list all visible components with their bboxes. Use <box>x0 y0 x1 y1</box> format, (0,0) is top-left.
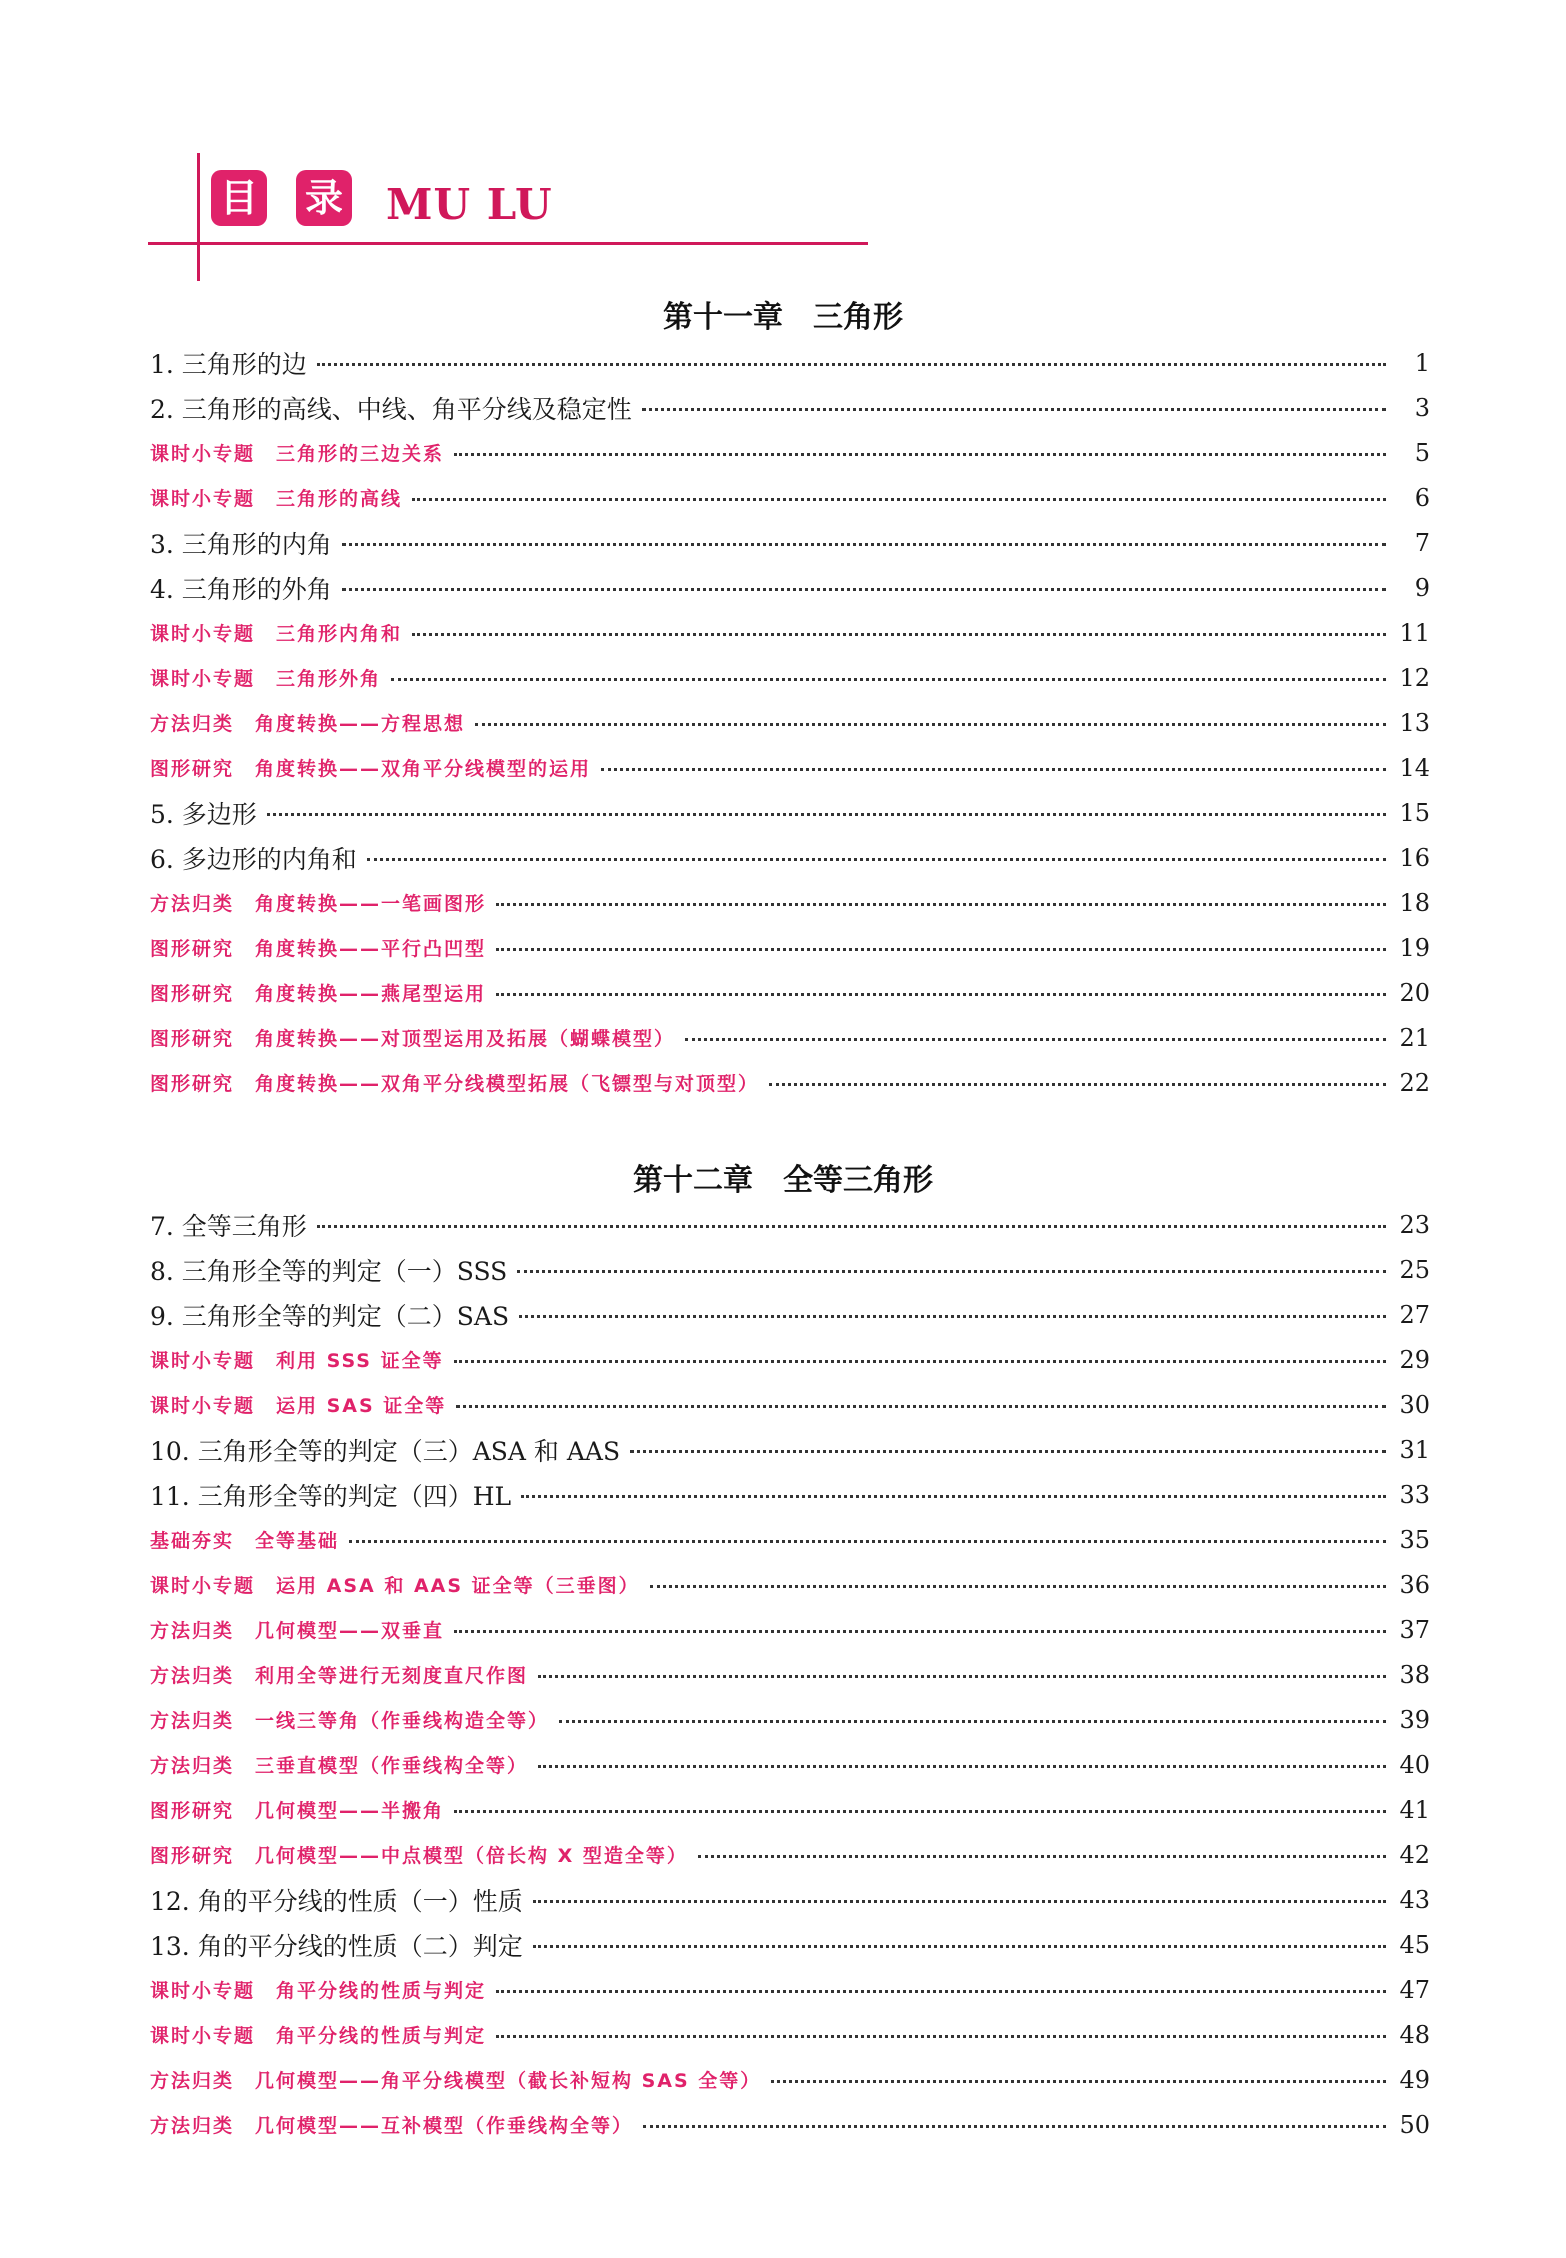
dot-leader <box>342 543 1386 546</box>
toc-entry[interactable] <box>150 565 1430 610</box>
toc-entry-label: 课时小专题 利用 SSS 证全等 <box>150 1350 444 1372</box>
toc-entry-label: 4. 三角形的外角 <box>150 574 332 604</box>
toc-entry-page: 14 <box>1399 753 1430 782</box>
title-latin: MU LU <box>386 180 553 229</box>
toc-entry-page: 6 <box>1414 483 1430 512</box>
toc-entry[interactable] <box>150 1562 1430 1607</box>
dot-leader <box>643 2125 1386 2128</box>
dot-leader <box>496 948 1386 951</box>
toc-entry[interactable] <box>150 700 1430 745</box>
toc-entry-page: 37 <box>1399 1615 1430 1644</box>
toc-entry-label: 方法归类 角度转换——一笔画图形 <box>150 893 487 915</box>
toc-entry-page: 9 <box>1414 573 1430 602</box>
dot-leader <box>454 1630 1386 1633</box>
toc-entry-label: 9. 三角形全等的判定（二）SAS <box>150 1301 510 1331</box>
toc-header <box>0 0 1566 300</box>
toc-entry-page: 22 <box>1399 1068 1430 1097</box>
dot-leader <box>538 1675 1386 1678</box>
dot-leader <box>412 498 1386 501</box>
toc-entry[interactable] <box>150 430 1430 475</box>
toc-entry-page: 50 <box>1399 2110 1430 2139</box>
toc-entry[interactable] <box>150 1652 1430 1697</box>
title-badge-1: 目 <box>211 170 267 226</box>
toc-entry-label: 方法归类 三垂直模型（作垂线构全等） <box>150 1755 529 1777</box>
toc-entry[interactable] <box>150 1472 1430 1517</box>
dot-leader <box>533 1945 1386 1948</box>
dot-leader <box>559 1720 1386 1723</box>
dot-leader <box>521 1495 1386 1498</box>
toc-entry-label: 课时小专题 三角形的三边关系 <box>150 443 445 465</box>
toc-entry[interactable] <box>150 1517 1430 1562</box>
toc-entry-page: 47 <box>1399 1975 1430 2004</box>
toc-entry-label: 图形研究 角度转换——燕尾型运用 <box>150 983 487 1005</box>
toc-entry-label: 13. 角的平分线的性质（二）判定 <box>150 1931 523 1961</box>
dot-leader <box>496 993 1386 996</box>
toc-entry[interactable] <box>150 1832 1430 1877</box>
dot-leader <box>538 1765 1386 1768</box>
chapter-title-11: 第十一章 三角形 <box>663 300 903 335</box>
toc-entry-page: 5 <box>1414 438 1430 467</box>
toc-entry[interactable] <box>150 1292 1430 1337</box>
dot-leader <box>342 588 1386 591</box>
toc-entry-page: 42 <box>1399 1840 1430 1869</box>
toc-entry-label: 12. 角的平分线的性质（一）性质 <box>150 1886 523 1916</box>
toc-entry-label: 方法归类 角度转换——方程思想 <box>150 713 466 735</box>
toc-entry[interactable] <box>150 2057 1430 2102</box>
toc-entry-page: 20 <box>1399 978 1430 1007</box>
dot-leader <box>367 858 1386 861</box>
toc-entry-label: 7. 全等三角形 <box>150 1211 307 1241</box>
toc-entry[interactable] <box>150 745 1430 790</box>
toc-entry-page: 30 <box>1399 1390 1430 1419</box>
toc-entry-page: 1 <box>1414 348 1430 377</box>
toc-entry-page: 48 <box>1399 2020 1430 2049</box>
toc-entry[interactable] <box>150 1697 1430 1742</box>
dot-leader <box>601 768 1386 771</box>
dot-leader <box>642 408 1386 411</box>
toc-entry-label: 方法归类 一线三等角（作垂线构造全等） <box>150 1710 550 1732</box>
toc-entry[interactable] <box>150 880 1430 925</box>
toc-entry-label: 10. 三角形全等的判定（三）ASA 和 AAS <box>150 1436 621 1466</box>
toc-entry[interactable] <box>150 1382 1430 1427</box>
dot-leader <box>630 1450 1386 1453</box>
toc-entry[interactable] <box>150 655 1430 700</box>
toc-entry-page: 41 <box>1399 1795 1430 1824</box>
toc-entry-page: 25 <box>1399 1255 1430 1284</box>
dot-leader <box>496 2035 1386 2038</box>
toc-entry[interactable] <box>150 1060 1430 1105</box>
dot-leader <box>475 723 1386 726</box>
toc-entry-page: 39 <box>1399 1705 1430 1734</box>
toc-entry-label: 3. 三角形的内角 <box>150 529 332 559</box>
toc-entry-page: 35 <box>1399 1525 1430 1554</box>
toc-entry-label: 课时小专题 三角形外角 <box>150 668 382 690</box>
toc-entry-label: 图形研究 角度转换——对顶型运用及拓展（蝴蝶模型） <box>150 1028 676 1050</box>
toc-entry[interactable] <box>150 1607 1430 1652</box>
toc-entry[interactable] <box>150 1877 1430 1922</box>
toc-entry-page: 38 <box>1399 1660 1430 1689</box>
toc-entry-label: 方法归类 几何模型——双垂直 <box>150 1620 445 1642</box>
toc-entry-label: 5. 多边形 <box>150 799 257 829</box>
toc-entry-page: 40 <box>1399 1750 1430 1779</box>
toc-entry-label: 课时小专题 运用 ASA 和 AAS 证全等（三垂图） <box>150 1575 640 1597</box>
toc-entry-page: 31 <box>1399 1435 1430 1464</box>
toc-entry-page: 15 <box>1399 798 1430 827</box>
toc-entry-page: 16 <box>1399 843 1430 872</box>
dot-leader <box>517 1270 1386 1273</box>
toc-entry-page: 43 <box>1399 1885 1430 1914</box>
toc-entry[interactable] <box>150 1202 1430 1247</box>
toc-entry-label: 课时小专题 运用 SAS 证全等 <box>150 1395 447 1417</box>
toc-entry-label: 基础夯实 全等基础 <box>150 1530 340 1552</box>
dot-leader <box>685 1038 1386 1041</box>
toc-entry[interactable] <box>150 835 1430 880</box>
toc-entry[interactable] <box>150 1015 1430 1060</box>
toc-entry-page: 12 <box>1399 663 1430 692</box>
dot-leader <box>456 1405 1386 1408</box>
toc-entry-page: 45 <box>1399 1930 1430 1959</box>
toc-entry[interactable] <box>150 1427 1430 1472</box>
dot-leader <box>454 453 1386 456</box>
dot-leader <box>519 1315 1386 1318</box>
toc-entry-label: 图形研究 角度转换——平行凸凹型 <box>150 938 487 960</box>
toc-entry-label: 课时小专题 角平分线的性质与判定 <box>150 2025 487 2047</box>
dot-leader <box>317 363 1386 366</box>
toc-entry-label: 课时小专题 三角形的高线 <box>150 488 403 510</box>
toc-entry-label: 方法归类 利用全等进行无刻度直尺作图 <box>150 1665 529 1687</box>
toc-entry[interactable] <box>150 520 1430 565</box>
toc-entry[interactable] <box>150 340 1430 385</box>
toc-entry-label: 图形研究 几何模型——中点模型（倍长构 X 型造全等） <box>150 1845 688 1867</box>
toc-entry[interactable] <box>150 475 1430 520</box>
toc-entry[interactable] <box>150 2102 1430 2147</box>
toc-entry-page: 7 <box>1414 528 1430 557</box>
dot-leader <box>317 1225 1386 1228</box>
toc-entry[interactable] <box>150 610 1430 655</box>
toc-entry[interactable] <box>150 1742 1430 1787</box>
dot-leader <box>698 1855 1386 1858</box>
toc-entry-page: 18 <box>1399 888 1430 917</box>
toc-entry-label: 课时小专题 角平分线的性质与判定 <box>150 1980 487 2002</box>
toc-entry-label: 6. 多边形的内角和 <box>150 844 357 874</box>
dot-leader <box>454 1360 1386 1363</box>
toc-entry-label: 8. 三角形全等的判定（一）SSS <box>150 1256 508 1286</box>
dot-leader <box>533 1900 1386 1903</box>
toc-entry[interactable] <box>150 1337 1430 1382</box>
toc-entry-label: 11. 三角形全等的判定（四）HL <box>150 1481 512 1511</box>
toc-entry-label: 方法归类 几何模型——互补模型（作垂线构全等） <box>150 2115 634 2137</box>
dot-leader <box>349 1540 1386 1543</box>
toc-entry-page: 27 <box>1399 1300 1430 1329</box>
toc-entry-label: 1. 三角形的边 <box>150 349 307 379</box>
toc-entry[interactable] <box>150 925 1430 970</box>
toc-entry-label: 图形研究 几何模型——半搬角 <box>150 1800 445 1822</box>
toc-entry[interactable] <box>150 1922 1430 1967</box>
header-underline <box>148 242 868 245</box>
dot-leader <box>496 1990 1386 1993</box>
toc-entry[interactable] <box>150 790 1430 835</box>
toc-entry[interactable] <box>150 2012 1430 2057</box>
dot-leader <box>391 678 1386 681</box>
dot-leader <box>267 813 1386 816</box>
dot-leader <box>412 633 1386 636</box>
toc-entry-page: 19 <box>1399 933 1430 962</box>
toc-entry[interactable] <box>150 1247 1430 1292</box>
toc-entry-page: 21 <box>1399 1023 1430 1052</box>
toc-entry-page: 33 <box>1399 1480 1430 1509</box>
toc-entry-label: 课时小专题 三角形内角和 <box>150 623 403 645</box>
toc-entry-label: 图形研究 角度转换——双角平分线模型拓展（飞镖型与对顶型） <box>150 1073 760 1095</box>
dot-leader <box>769 1083 1386 1086</box>
toc-entry-page: 36 <box>1399 1570 1430 1599</box>
toc-entry[interactable] <box>150 970 1430 1015</box>
toc-entry-page: 49 <box>1399 2065 1430 2094</box>
toc-entry[interactable] <box>150 1787 1430 1832</box>
dot-leader <box>454 1810 1386 1813</box>
toc-entry-page: 11 <box>1399 618 1430 647</box>
toc-entry-label: 方法归类 几何模型——角平分线模型（截长补短构 SAS 全等） <box>150 2070 762 2092</box>
toc-entry-page: 23 <box>1399 1210 1430 1239</box>
toc-entry-label: 图形研究 角度转换——双角平分线模型的运用 <box>150 758 592 780</box>
toc-entry-label: 2. 三角形的高线、中线、角平分线及稳定性 <box>150 394 632 424</box>
toc-entry[interactable] <box>150 385 1430 430</box>
toc-entry-page: 29 <box>1399 1345 1430 1374</box>
title-badge-2: 录 <box>296 170 352 226</box>
toc-entry-page: 13 <box>1399 708 1430 737</box>
dot-leader <box>650 1585 1386 1588</box>
toc-entry-page: 3 <box>1414 393 1430 422</box>
dot-leader <box>496 903 1386 906</box>
header-vertical-rule <box>197 153 200 281</box>
chapter-title-12: 第十二章 全等三角形 <box>633 1163 933 1198</box>
toc-entry[interactable] <box>150 1967 1430 2012</box>
dot-leader <box>771 2080 1386 2083</box>
